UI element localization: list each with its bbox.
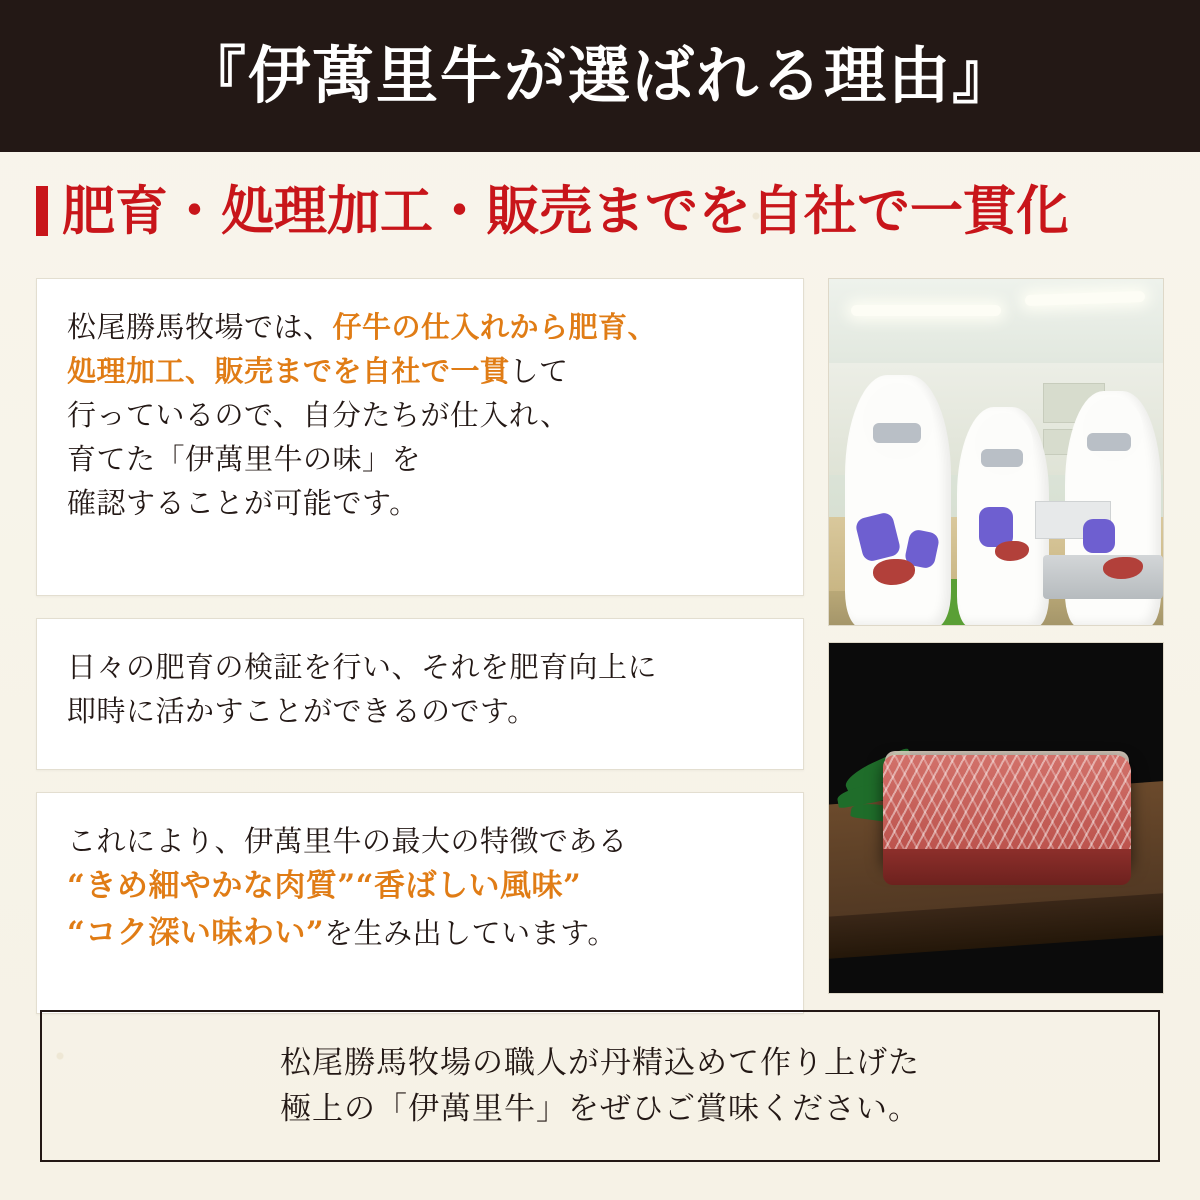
cards-column xyxy=(36,278,804,1036)
card-3-quote-aroma: “香ばしい風味” xyxy=(355,868,582,905)
worker-mask xyxy=(1087,433,1131,451)
worker-hood xyxy=(863,383,933,459)
card-3-line-1: これにより、伊萬里牛の最大の特徴である xyxy=(67,824,628,858)
card-2-line-2: 即時に活かすことができるのです。 xyxy=(67,694,537,729)
card-1-line-1-highlight: 仔牛の仕入れから肥育、 xyxy=(332,310,658,344)
subtitle-text: 肥育・処理加工・販売までを自社で一貫化 xyxy=(62,179,1069,242)
card-1-line-5: 確認することが可能です。 xyxy=(67,486,419,521)
footer-line-2: 極上の「伊萬里牛」をぜひご賞味ください。 xyxy=(280,1091,920,1127)
beef-block-side xyxy=(883,849,1131,885)
footer-message-box xyxy=(40,1010,1160,1162)
card-1-line-4: 育てた「伊萬里牛の味」を xyxy=(67,442,422,477)
card-integrated-production xyxy=(36,278,804,596)
card-1-line-2 xyxy=(67,349,773,393)
footer-line-1: 松尾勝馬牧場の職人が丹精込めて作り上げた xyxy=(280,1044,920,1081)
card-3-quote-texture: “きめ細やかな肉質” xyxy=(67,868,356,905)
page-title: 『伊萬里牛が選ばれる理由』 xyxy=(183,39,1016,112)
card-1-line-2-highlight: 処理加工、販売までを自社で一貫 xyxy=(67,354,510,389)
metal-tray xyxy=(1043,555,1163,599)
header-band xyxy=(0,0,1200,152)
ceiling-light-icon xyxy=(851,305,1001,316)
beef-block xyxy=(883,755,1131,863)
card-2-line-1: 日々の肥育の検証を行い、それを肥育向上に xyxy=(67,650,658,684)
photo-processing-facility xyxy=(828,278,1164,626)
worker-glove xyxy=(1083,519,1115,553)
card-3-line-2 xyxy=(67,863,773,910)
card-1-line-3: 行っているので、自分たちが仕入れ、 xyxy=(67,398,570,433)
card-3-quote-richness: “コク深い味わい” xyxy=(67,915,325,952)
worker-mask xyxy=(981,449,1023,467)
worker-hood xyxy=(1083,397,1143,461)
card-1-line-2-plain: して xyxy=(509,354,569,389)
photos-column xyxy=(828,278,1164,994)
worker-mask xyxy=(873,423,921,443)
card-1-line-1 xyxy=(67,305,773,349)
card-daily-verification xyxy=(36,618,804,770)
photo-wagyu-block xyxy=(828,642,1164,994)
card-1-line-1-plain: 松尾勝馬牧場では、 xyxy=(67,310,333,344)
card-3-line-3 xyxy=(67,910,773,957)
card-3-line-3-plain: を生み出しています。 xyxy=(324,916,617,951)
subtitle-accent-bar xyxy=(36,186,48,236)
subtitle-row xyxy=(36,170,1176,252)
card-characteristics xyxy=(36,792,804,1014)
